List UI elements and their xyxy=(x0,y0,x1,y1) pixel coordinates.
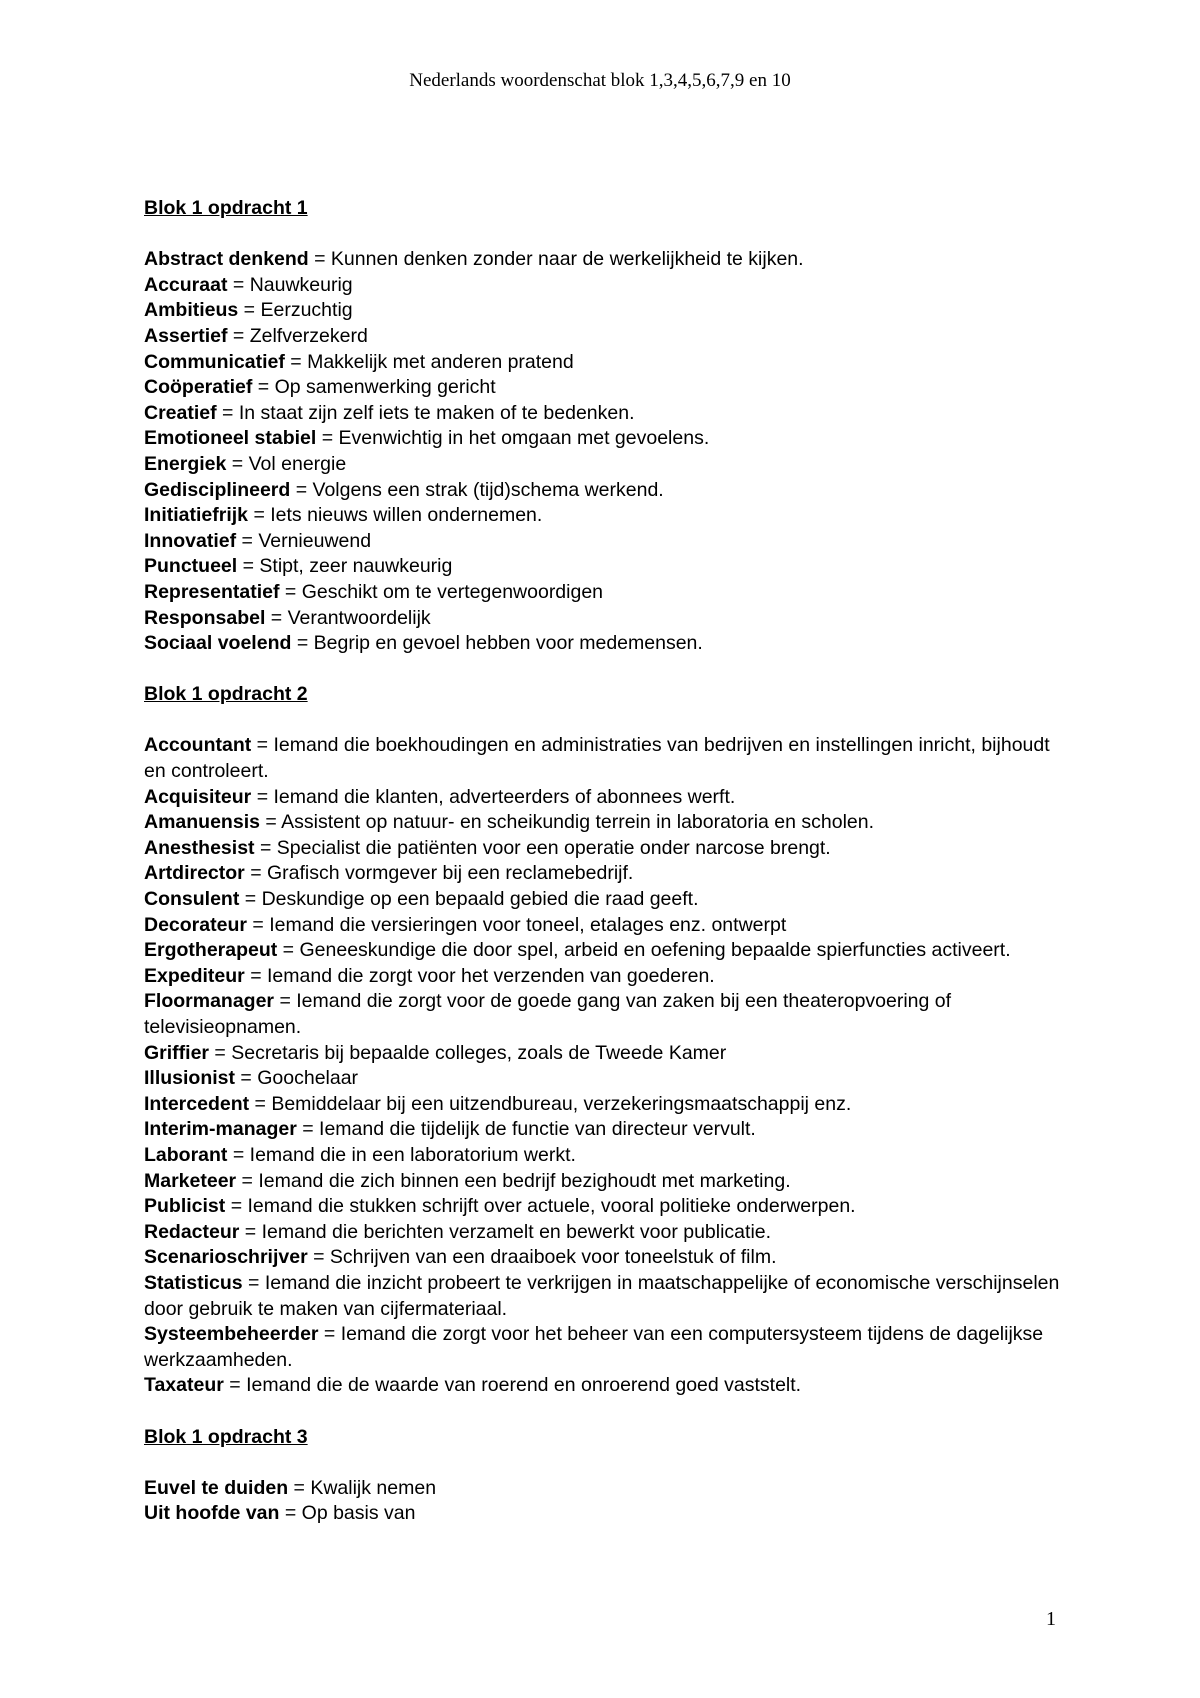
entry-term: Coöperatief xyxy=(144,376,253,399)
entry-accuraat xyxy=(144,273,1064,299)
entry-decorateur xyxy=(144,913,1064,939)
entry-definition: = Iemand die de waarde van roerend en onroerend goed vaststelt. xyxy=(223,1374,802,1397)
entry-term: Sociaal voelend xyxy=(144,632,292,655)
entry-ambitieus xyxy=(144,298,1064,324)
entry-cooperatief xyxy=(144,375,1064,401)
entry-expediteur xyxy=(144,964,1064,990)
entry-term: Assertief xyxy=(144,324,228,347)
entry-definition: = Begrip en gevoel hebben voor medemensen. xyxy=(291,632,703,655)
entry-definition: = Iemand die boekhoudingen en administraties van bedrijven en instellingen inricht, bijhoudt en controleert. xyxy=(144,734,1050,783)
entry-consulent xyxy=(144,887,1064,913)
entry-term: Publicist xyxy=(144,1195,226,1218)
entry-term: Amanuensis xyxy=(144,811,260,834)
document-body xyxy=(144,196,1064,1552)
entry-accountant xyxy=(144,733,1064,784)
entry-term: Intercedent xyxy=(144,1092,250,1115)
entry-term: Laborant xyxy=(144,1143,228,1166)
section-blok1-opdracht2 xyxy=(144,682,1064,1399)
entry-term: Creatief xyxy=(144,401,217,424)
entry-gedisciplineerd xyxy=(144,478,1064,504)
entry-term: Scenarioschrijver xyxy=(144,1246,308,1269)
entry-term: Initiatiefrijk xyxy=(144,504,249,527)
entry-term: Anesthesist xyxy=(144,836,255,859)
entry-term: Euvel te duiden xyxy=(144,1476,289,1499)
entry-definition: = Iemand die tijdelijk de functie van directeur vervult. xyxy=(296,1118,756,1141)
entry-representatief xyxy=(144,580,1064,606)
entry-griffier xyxy=(144,1041,1064,1067)
section-heading: Blok 1 opdracht 3 xyxy=(144,1425,308,1448)
entry-definition: = Iemand die zich binnen een bedrijf bezighoudt met marketing. xyxy=(236,1169,791,1192)
entry-taxateur xyxy=(144,1373,1064,1399)
entry-responsabel xyxy=(144,606,1064,632)
entry-term: Acquisiteur xyxy=(144,785,252,808)
entry-term: Interim-manager xyxy=(144,1118,297,1141)
entry-term: Illusionist xyxy=(144,1067,236,1090)
entry-definition: = Kwalijk nemen xyxy=(288,1476,437,1499)
entry-amanuensis xyxy=(144,810,1064,836)
page-header: Nederlands woordenschat blok 1,3,4,5,6,7,9 en 10 xyxy=(409,70,791,91)
entry-assertief xyxy=(144,324,1064,350)
entry-definition: = Bemiddelaar bij een uitzendbureau, verzekeringsmaatschappij enz. xyxy=(249,1092,852,1115)
entry-innovatief xyxy=(144,529,1064,555)
entry-definition: = Iemand die inzicht probeert te verkrijgen in maatschappelijke of economische verschijnselen door gebruik te maken van cijfermateriaal. xyxy=(144,1271,1060,1320)
entry-definition: = Kunnen denken zonder naar de werkelijkheid te kijken. xyxy=(308,248,804,271)
entry-scenarioschrijver xyxy=(144,1245,1064,1271)
entry-term: Artdirector xyxy=(144,862,245,885)
entry-euvel-te-duiden xyxy=(144,1476,1064,1502)
entry-uit-hoofde-van xyxy=(144,1501,1064,1527)
entry-definition: = Iemand die versieringen voor toneel, etalages enz. ontwerpt xyxy=(246,913,787,936)
entry-anesthesist xyxy=(144,836,1064,862)
entry-term: Systeembeheerder xyxy=(144,1323,319,1346)
entry-term: Accountant xyxy=(144,734,252,757)
entry-term: Decorateur xyxy=(144,913,247,936)
entry-initiatiefrijk xyxy=(144,503,1064,529)
entry-definition: = Verantwoordelijk xyxy=(265,606,431,629)
entry-definition: = Op basis van xyxy=(279,1502,416,1525)
entry-term: Taxateur xyxy=(144,1374,224,1397)
entry-definition: = Geschikt om te vertegenwoordigen xyxy=(279,580,604,603)
entry-definition: = Iemand die zorgt voor het verzenden van goederen. xyxy=(244,964,715,987)
entry-artdirector xyxy=(144,861,1064,887)
entry-communicatief xyxy=(144,350,1064,376)
entry-definition: = Zelfverzekerd xyxy=(227,324,368,347)
entry-term: Innovatief xyxy=(144,529,237,552)
entry-term: Uit hoofde van xyxy=(144,1502,280,1525)
entry-definition: = Iemand die zorgt voor het beheer van een computersysteem tijdens de dagelijkse werkzaamheden. xyxy=(144,1323,1044,1371)
entry-definition: = Evenwichtig in het omgaan met gevoelens. xyxy=(316,427,710,450)
entry-term: Consulent xyxy=(144,888,240,911)
entry-definition: = Schrijven van een draaiboek voor toneelstuk of film. xyxy=(307,1246,777,1269)
entry-term: Abstract denkend xyxy=(144,248,309,271)
entry-marketeer xyxy=(144,1169,1064,1195)
entry-term: Punctueel xyxy=(144,555,238,578)
entry-definition: = Iemand die in een laboratorium werkt. xyxy=(227,1143,576,1166)
entry-term: Expediteur xyxy=(144,964,245,987)
entry-term: Floormanager xyxy=(144,990,275,1013)
entry-punctueel xyxy=(144,554,1064,580)
entry-term: Marketeer xyxy=(144,1169,237,1192)
entry-definition: = Makkelijk met anderen pratend xyxy=(284,350,574,373)
entry-definition: = Secretaris bij bepaalde colleges, zoals de Tweede Kamer xyxy=(209,1041,727,1064)
entry-definition: = Goochelaar xyxy=(235,1067,359,1090)
entry-abstract-denkend xyxy=(144,247,1064,273)
entry-definition: = Assistent op natuur- en scheikundig terrein in laboratoria en scholen. xyxy=(259,811,875,834)
entry-term: Responsabel xyxy=(144,606,266,629)
entry-statisticus xyxy=(144,1271,1064,1322)
entry-emotioneel-stabiel xyxy=(144,426,1064,452)
entry-definition: = Stipt, zeer nauwkeurig xyxy=(237,555,453,578)
entry-illusionist xyxy=(144,1066,1064,1092)
entry-term: Gedisciplineerd xyxy=(144,478,291,501)
entry-interim-manager xyxy=(144,1117,1064,1143)
entry-sociaal-voelend xyxy=(144,631,1064,657)
entry-term: Ergotherapeut xyxy=(144,939,278,962)
entry-term: Energiek xyxy=(144,452,227,475)
entry-ergotherapeut xyxy=(144,938,1064,964)
entry-term: Ambitieus xyxy=(144,299,239,322)
entry-publicist xyxy=(144,1194,1064,1220)
entry-intercedent xyxy=(144,1092,1064,1118)
entry-definition: = Grafisch vormgever bij een reclamebedrijf. xyxy=(244,862,634,885)
entry-definition: = Specialist die patiënten voor een operatie onder narcose brengt. xyxy=(254,836,831,859)
entry-definition: = Deskundige op een bepaald gebied die raad geeft. xyxy=(239,888,699,911)
entry-term: Representatief xyxy=(144,580,280,603)
entry-definition: = Geneeskundige die door spel, arbeid en oefening bepaalde spierfuncties activeert. xyxy=(277,939,1011,962)
entry-definition: = Eerzuchtig xyxy=(238,299,353,322)
entry-acquisiteur xyxy=(144,785,1064,811)
entry-definition: = Volgens een strak (tijd)schema werkend. xyxy=(290,478,664,501)
entry-definition: = Iemand die klanten, adverteerders of abonnees werft. xyxy=(251,785,736,808)
section-blok1-opdracht1 xyxy=(144,196,1064,657)
entry-term: Redacteur xyxy=(144,1220,240,1243)
entry-term: Griffier xyxy=(144,1041,210,1064)
entry-term: Emotioneel stabiel xyxy=(144,427,317,450)
entry-definition: = Iemand die stukken schrijft over actuele, vooral politieke onderwerpen. xyxy=(225,1195,856,1218)
section-heading: Blok 1 opdracht 1 xyxy=(144,197,308,219)
entry-term: Communicatief xyxy=(144,350,285,373)
entry-redacteur xyxy=(144,1220,1064,1246)
entry-systeembeheerder xyxy=(144,1322,1064,1373)
entry-definition: = Nauwkeurig xyxy=(227,273,353,296)
entry-creatief xyxy=(144,401,1064,427)
entry-laborant xyxy=(144,1143,1064,1169)
entry-term: Accuraat xyxy=(144,273,228,296)
entry-energiek xyxy=(144,452,1064,478)
entry-term: Statisticus xyxy=(144,1271,243,1294)
section-blok1-opdracht3 xyxy=(144,1425,1064,1527)
section-heading: Blok 1 opdracht 2 xyxy=(144,683,308,706)
entry-definition: = In staat zijn zelf iets te maken of te bedenken. xyxy=(216,401,635,424)
entry-definition: = Op samenwerking gericht xyxy=(252,376,496,399)
entry-definition: = Iemand die zorgt voor de goede gang van zaken bij een theateropvoering of televisieopnamen. xyxy=(144,990,952,1038)
entry-definition: = Iemand die berichten verzamelt en bewerkt voor publicatie. xyxy=(239,1220,772,1243)
entry-definition: = Vol energie xyxy=(226,452,347,475)
entry-definition: = Vernieuwend xyxy=(236,529,372,552)
entry-definition: = Iets nieuws willen ondernemen. xyxy=(248,504,543,527)
entry-floormanager xyxy=(144,989,1064,1040)
page-number: 1 xyxy=(1046,1608,1056,1630)
